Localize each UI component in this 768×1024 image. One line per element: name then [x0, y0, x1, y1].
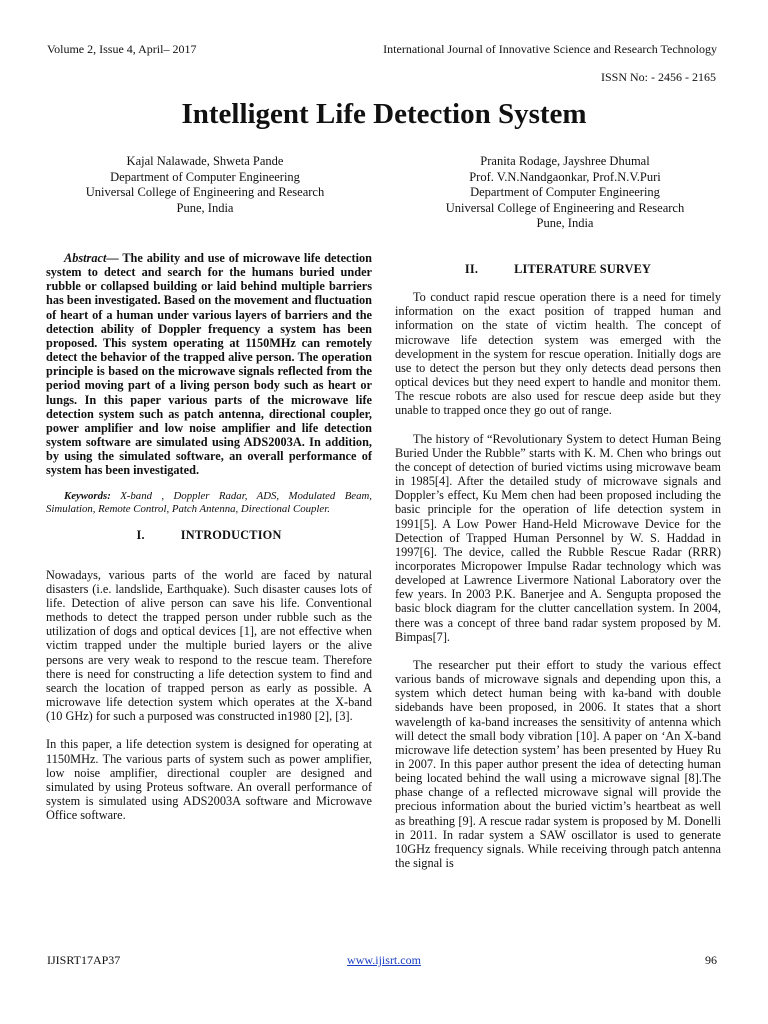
lit-paragraph-1: To conduct rapid rescue operation there is a need for timely information on the exact position of trapped human and information on the state of victim health. The concept of microwave life detection system was emerged with the development in the system for rescue operation. Initially dogs are use to detect the person but they only detects dead persons then optical devices but they need expert to handle and monitor them. The rescue robots are also used for rescue deep aside but they unable to trapped once they go out of range. — [395, 290, 721, 418]
author-department: Department of Computer Engineering — [110, 169, 300, 184]
abstract — [46, 251, 372, 478]
section-number: II. — [464, 262, 479, 276]
author-location: Pune, India — [536, 216, 594, 230]
author-names: Pranita Rodage, Jayshree Dhumal — [480, 154, 650, 168]
author-institution: Universal College of Engineering and Research — [445, 200, 685, 215]
keywords — [46, 490, 372, 516]
abstract-label: Abstract — [64, 251, 107, 265]
intro-paragraph-2: In this paper, a life detection system is designed for operating at 1150MHz. The various parts of system such as power amplifier, low noise amplifier, directional coupler are designed and simulated by using Proteus software. An overall performance of system is simulated using ADS2003A software and Microwave Office software. — [46, 737, 372, 823]
author-department: Department of Computer Engineering — [470, 185, 660, 199]
journal-volume-issue: Volume 2, Issue 4, April– 2017 — [47, 42, 197, 56]
paper-title: Intelligent Life Detection System — [181, 98, 587, 130]
author-location: Pune, India — [176, 200, 234, 215]
page-number: 96 — [705, 953, 717, 967]
footer-link-wrapper — [0, 953, 768, 968]
right-column — [395, 262, 721, 870]
abstract-text: The ability and use of microwave life detection system to detect and search for the humans buried under rubble or collapsed building or laid behind multiple barriers has been investigated. Based on the movement and fluctuation of heart of a human under various layers of barriers and the detection ability of Doppler frequency a system has been proposed. This system operating at 1150MHz can remotely detect the behavior of the trapped alive person. The operation principle is based on the microwave signals reflected from the period moving part of a living person body such as heart or lungs. In this paper various parts of the microwave life detection system such as patch antenna, directional coupler, power amplifier and low noise amplifier and life detection system software are simulated using ADS2003A. In addition, by using the simulated software, an overall performance of system has been investigated. — [46, 251, 372, 478]
issn-number: ISSN No: - 2456 - 2165 — [600, 70, 716, 84]
author-block-left — [40, 154, 370, 216]
section-heading-introduction — [46, 528, 372, 542]
section-number: I. — [136, 527, 145, 542]
author-block-right — [400, 154, 730, 232]
section-heading-literature-survey — [395, 262, 721, 276]
author-names-professors: Prof. V.N.Nandgaonkar, Prof.N.V.Puri — [469, 169, 661, 184]
intro-paragraph-1: Nowadays, various parts of the world are faced by natural disasters (i.e. landslide, Earthquake). Such disaster causes lots of life. Detection of alive person can save his life. Conventional methods to detect the trapped person under rubble such as the utilization of dogs and optical devices [1], are not effective when victim trapped under the multiple buried layers or the alive persons are very weak to respond to the rescue team. Therefore there is need for constructing a life detection system to find and search the location of trapped person as early as possible. A microwave life detection system which operates at the X-band (10 GHz) for such a purposed was constructed in1980 [2], [3]. — [46, 567, 372, 724]
abstract-dash: — — [106, 251, 123, 265]
section-title: INTRODUCTION — [180, 527, 282, 542]
journal-website-link[interactable]: www.ijisrt.com — [347, 953, 421, 967]
keywords-label: Keywords: — [64, 489, 111, 502]
author-names: Kajal Nalawade, Shweta Pande — [126, 154, 284, 168]
section-title: LITERATURE SURVEY — [514, 262, 652, 276]
left-column — [46, 251, 372, 822]
lit-paragraph-2: The history of “Revolutionary System to detect Human Being Buried Under the Rubble” starts with K. M. Chen who brings out the concept of detection of buried victims using microwave beam in 1985[4]. After the detailed study of microwave signals and Doppler’s effect, Ku Mem chen had been proposed including the basic principle for the operation of life detection system in 1991[5]. A Low Power Hand-Held Microwave Device for the Detection of Trapped Human Personnel by W. S. Haddad in 1997[6]. The device, called the Rubble Rescue Radar (RRR) incorporates Micropower Impulse Radar technology which was developed at Lawrence Livermore National Laboratory over the few years. In 2003 P.K. Banerjee and A. Sengupta proposed the basic block diagram for the clutter cancellation system. In 2004, there was a concept of three band radar system proposed by M. Bimpas[7]. — [395, 431, 721, 644]
author-institution: Universal College of Engineering and Research — [85, 185, 325, 199]
keywords-text: X-band , Doppler Radar, ADS, Modulated Beam, Simulation, Remote Control, Patch Antenna, Directional Coupler. — [46, 489, 372, 515]
journal-name: International Journal of Innovative Science and Research Technology — [383, 42, 717, 56]
lit-paragraph-3: The researcher put their effort to study the various effect various bands of microwave signals and depending upon this, a system which detect human being with ka-band with double sidebands have been proposed, in 2006. It states that a short wavelength of ka-band increases the sensitivity of antenna which will detect the small body vibration [10]. A paper on ‘An X-band microwave life detection system’ has been presented by Huey Ru in 2007. In this paper author present the idea of detecting human being located behind the wall using a microwave signal [8].The phase change of a reflected microwave signal will provide the precious information about the buried victim’s heartbeat as well as breathing [9]. A rescue radar system is proposed by M. Donelli in 2011. In radar system a SAW oscillator is used to generate 10GHz frequency signals. While receiving through patch antenna the signal is — [395, 657, 721, 871]
article-id: IJISRT17AP37 — [47, 953, 121, 967]
